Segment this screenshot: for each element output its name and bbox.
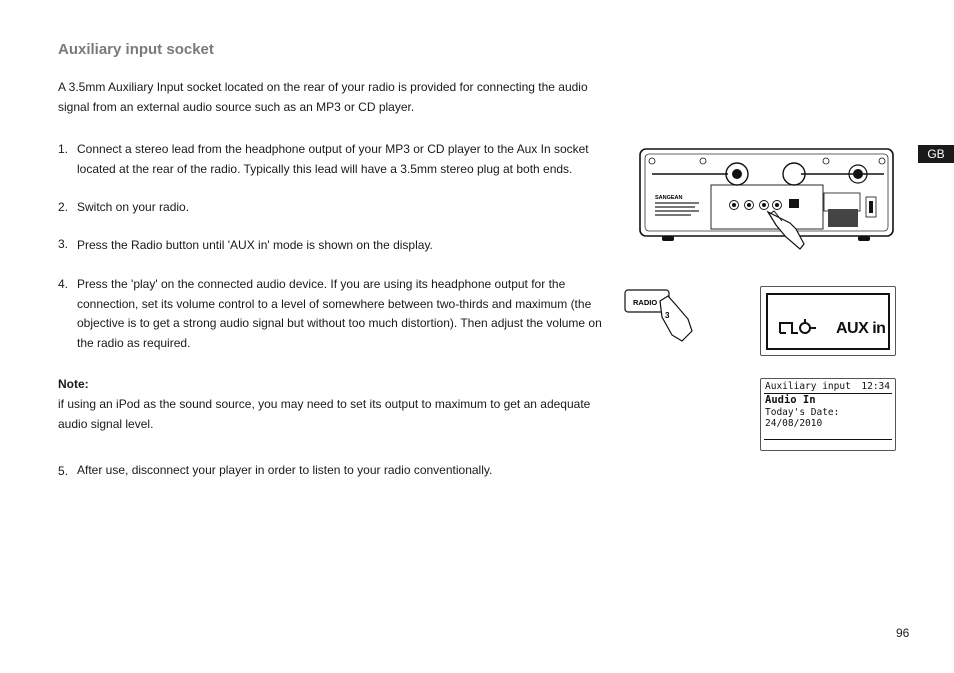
radio-button-label: RADIO bbox=[633, 298, 658, 307]
step-5-number: 5. bbox=[58, 464, 69, 478]
display-header-right: 12:34 bbox=[861, 381, 890, 392]
info-display bbox=[760, 378, 896, 451]
step-4-text: Press the 'play' on the connected audio device. If you are using its headphone output for the connection, set its volume control to a level of somewhere between two-thirds and maximum (the objective is to get a strong audio signal but without too much distortion). Then adjust the volume on the radio as required. bbox=[77, 277, 602, 350]
display-footer-divider bbox=[764, 439, 892, 440]
step-4-number: 4. bbox=[58, 277, 69, 291]
note-title: Note: bbox=[58, 377, 89, 391]
display-line-2: Today's Date: bbox=[765, 407, 840, 418]
press-count-label: 3 bbox=[665, 311, 670, 320]
radio-button-illustration bbox=[622, 287, 696, 345]
radio-brand-label: SANGEAN bbox=[655, 195, 683, 201]
intro-paragraph: A 3.5mm Auxiliary Input socket located on the rear of your radio is provided for connecting the audio signal from an external audio source such as an MP3 or CD player. bbox=[58, 80, 588, 114]
page-title: Auxiliary input socket bbox=[58, 41, 214, 58]
page-number: 96 bbox=[896, 626, 910, 640]
display-line-3: 24/08/2010 bbox=[765, 418, 823, 429]
aux-input-icon bbox=[776, 317, 822, 339]
step-2-text: Switch on your radio. bbox=[77, 200, 190, 214]
step-1-number: 1. bbox=[58, 142, 69, 156]
step-5-text: After use, disconnect your player in order to listen to your radio conventionally. bbox=[77, 463, 493, 477]
radio-rear-illustration bbox=[636, 145, 898, 253]
aux-display-screen bbox=[766, 293, 890, 350]
aux-display bbox=[760, 286, 896, 356]
step-2-number: 2. bbox=[58, 200, 69, 214]
display-header-left: Auxiliary input bbox=[765, 381, 851, 392]
note-text: if using an iPod as the sound source, you may need to set its output to maximum to get an adequate audio signal level. bbox=[58, 397, 591, 431]
step-3-text: Press the Radio button until 'AUX in' mode is shown on the display. bbox=[77, 238, 433, 252]
language-tab: GB bbox=[918, 145, 954, 163]
display-line-1: Audio In bbox=[765, 394, 816, 406]
step-3-number: 3. bbox=[58, 237, 69, 251]
step-1-text: Connect a stereo lead from the headphone output of your MP3 or CD player to the Aux In socket located at the rear of the radio. Typically this lead will have a 3.5mm stereo plug at both ends. bbox=[77, 142, 589, 176]
aux-display-text: AUX in bbox=[836, 320, 886, 337]
